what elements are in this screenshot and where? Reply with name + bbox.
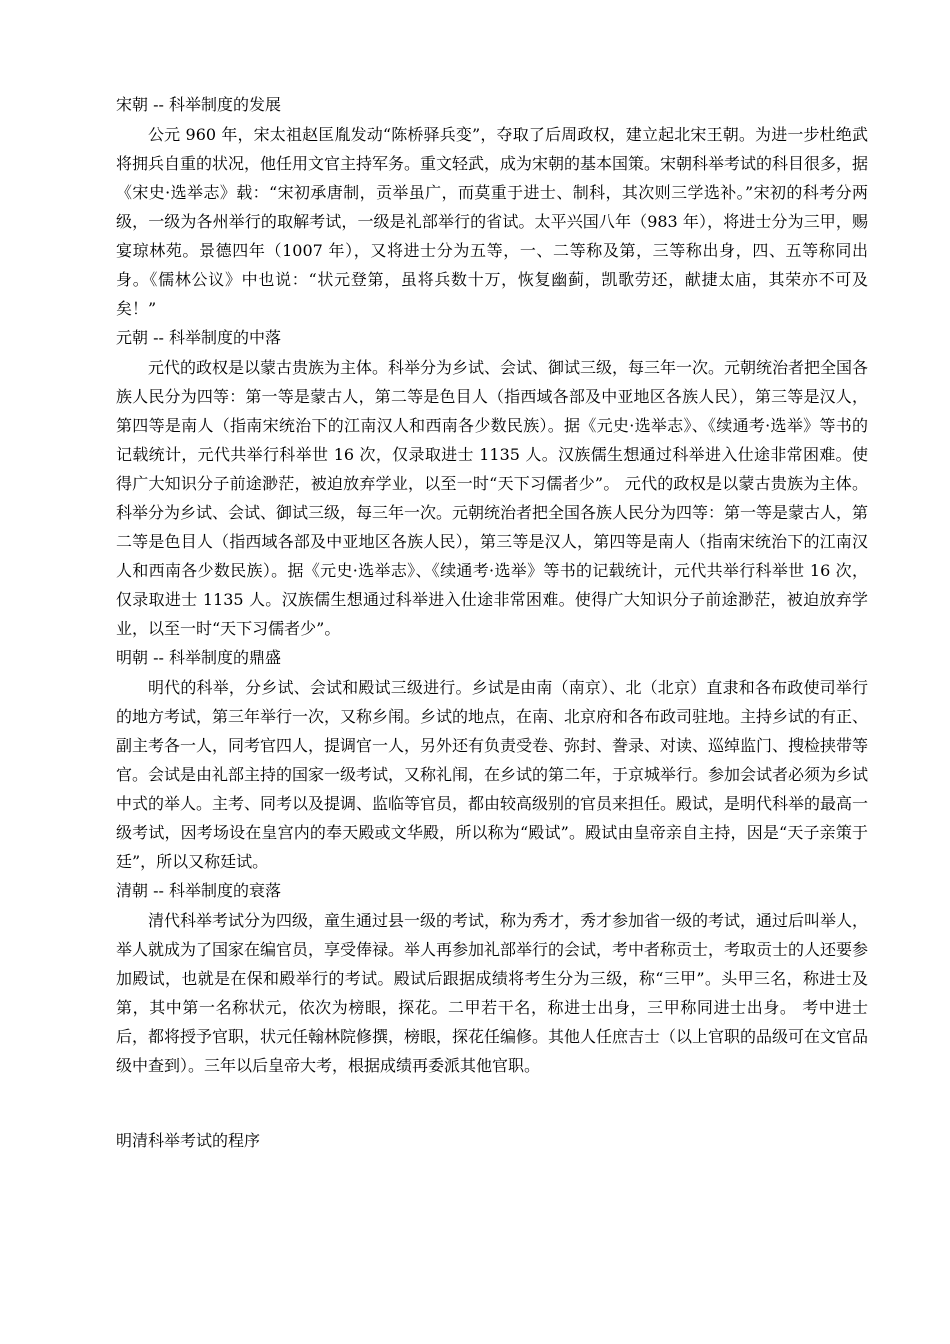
section-heading-qing: 清朝 -- 科举制度的衰落	[116, 881, 281, 900]
section-heading-ming: 明朝 -- 科举制度的鼎盛	[116, 648, 281, 667]
section-body-song: 公元 960 年，宋太祖赵匡胤发动“陈桥驿兵变”，夺取了后周政权，建立起北宋王朝。为进一步杜绝武将拥兵自重的状况，他任用文官主持军务。重文轻武，成为宋朝的基本国策。宋朝科举考试的科目很多，据《宋史·选举志》载：“宋初承唐制，贡举虽广，而莫重于进士、制科，其次则三学选补。”宋初的科考分两级，一级为各州举行的取解考试，一级是礼部举行的省试。太平兴国八年（983 年），将进士分为三甲，赐宴琼林苑。景德四年（1007 年），又将进士分为五等，一、二等称及第，三等称出身，四、五等称同出身。《儒林公议》中也说：“状元登第，虽将兵数十万，恢复幽蓟，凯歌劳还，献捷太庙，其荣亦不可及矣！”	[116, 125, 869, 318]
section-heading-song: 宋朝 -- 科举制度的发展	[116, 95, 281, 114]
section-body-qing: 清代科举考试分为四级，童生通过县一级的考试，称为秀才，秀才参加省一级的考试，通过后叫举人，举人就成为了国家在编官员，享受俸禄。举人再参加礼部举行的会试，考中者称贡士，考取贡士的人还要参加殿试，也就是在保和殿举行的考试。殿试后跟据成绩将考生分为三级，称“三甲”。头甲三名，称进士及第，其中第一名称状元，依次为榜眼，探花。二甲若干名，称进士出身，三甲称同进士出身。 考中进士后，都将授予官职，状元任翰林院修撰，榜眼，探花任编修。其他人任庶吉士（以上官职的品级可在文官品级中查到）。三年以后皇帝大考，根据成绩再委派其他官职。	[116, 911, 869, 1075]
section-body-ming: 明代的科举，分乡试、会试和殿试三级进行。乡试是由南（南京）、北（北京）直隶和各布政使司举行的地方考试，第三年举行一次，又称乡闱。乡试的地点，在南、北京府和各布政司驻地。主持乡试的有正、副主考各一人，同考官四人，提调官一人，另外还有负责受卷、弥封、誊录、对读、巡绰监门、搜检挟带等官。会试是由礼部主持的国家一级考试，又称礼闱，在乡试的第二年，于京城举行。参加会试者必须为乡试中式的举人。主考、同考以及提调、监临等官员，都由较高级别的官员来担任。殿试，是明代科举的最高一级考试，因考场设在皇宫内的奉天殿或文华殿，所以称为“殿试”。殿试由皇帝亲自主持，因是“天子亲策于廷”，所以又称廷试。	[116, 678, 869, 871]
section-heading-yuan: 元朝 -- 科举制度的中落	[116, 328, 281, 347]
document-page	[116, 90, 868, 1156]
spacer	[116, 1080, 868, 1126]
final-heading: 明清科举考试的程序	[116, 1131, 261, 1150]
section-body-yuan: 元代的政权是以蒙古贵族为主体。科举分为乡试、会试、御试三级，每三年一次。元朝统治者把全国各族人民分为四等：第一等是蒙古人，第二等是色目人（指西域各部及中亚地区各族人民），第三等是汉人，第四等是南人（指南宋统治下的江南汉人和西南各少数民族）。据《元史·选举志》、《续通考·选举》等书的记载统计，元代共举行科举世 16 次，仅录取进士 1135 人。汉族儒生想通过科举进入仕途非常困难。使得广大知识分子前途渺茫，被迫放弃学业，以至一时“天下习儒者少”。 元代的政权是以蒙古贵族为主体。科举分为乡试、会试、御试三级，每三年一次。元朝统治者把全国各族人民分为四等：第一等是蒙古人，第二等是色目人（指西域各部及中亚地区各族人民），第三等是汉人，第四等是南人（指南宋统治下的江南汉人和西南各少数民族）。据《元史·选举志》、《续通考·选举》等书的记载统计，元代共举行科举世 16 次，仅录取进士 1135 人。汉族儒生想通过科举进入仕途非常困难。使得广大知识分子前途渺茫，被迫放弃学业，以至一时“天下习儒者少”。	[116, 358, 869, 638]
